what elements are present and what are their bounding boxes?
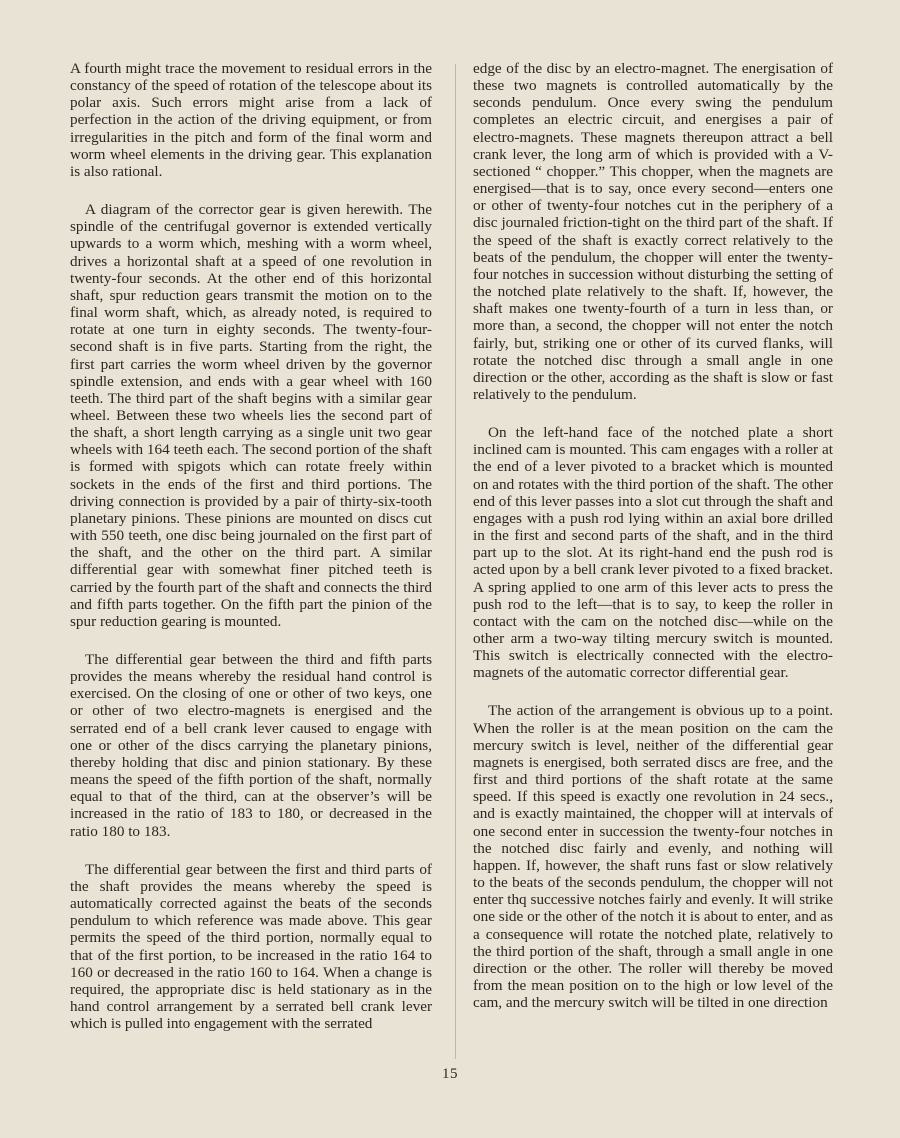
paragraph: A diagram of the corrector gear is given herewith. The spindle of the centrifugal governor is extended vertically upwards to a worm which, meshing with a worm wheel, drives a horizontal shaft at a speed of one revolution in twenty-four seconds. At the other end of this horizontal shaft, spur reduction gears transmit the motion on to the final worm shaft, which, as already noted, is required to rotate at one turn in eighty seconds. The twenty-four-second shaft is in five parts. Starting from the right, the first part carries the worm wheel driven by the governor spindle extension, and ends with a gear wheel with 160 teeth. The third part of the shaft begins with a similar gear wheel. Between these two wheels lies the second part of the shaft, a short length carrying as a single unit two gear wheels with 164 teeth each. The second portion of the shaft is formed with spigots which can rotate freely within sockets in the ends of the first and third portions. The driving connection is provided by a pair of thirty-six-tooth planetary pinions. These pinions are mounted on discs cut with 550 teeth, one disc being journaled on the first part of the shaft, and the other on the third part. A similar differential gear with somewhat finer pitched teeth is carried by the fourth part of the shaft and connects the third and fifth parts together. On the fifth part the pinion of the spur reduction gearing is mounted. [70,201,432,630]
column-divider [455,64,456,1059]
paragraph: The differential gear between the third and fifth parts provides the means whereby the residual hand control is exercised. On the closing of one or other of two keys, one or other of two electro-magnets is energised and the serrated end of a bell crank lever caused to engage with one or other of the discs carrying the planetary pinions, thereby holding that disc and pinion stationary. By these means the speed of the fifth portion of the shaft, normally equal to that of the third, can at the observer’s will be increased in the ratio of 183 to 180, or decreased in the ratio 180 to 183. [70,651,432,840]
paragraph: edge of the disc by an electro-magnet. The energisation of these two magnets is controlled automatically by the seconds pendulum. Once every swing the pendulum completes an electric circuit, and energises a pair of electro-magnets. These magnets thereupon attract a bell crank lever, the long arm of which is provided with a V-sectioned “ chopper.” This chopper, when the magnets are energised—that is to say, once every second—enters one or other of twenty-four notches cut in the periphery of a disc journaled friction-tight on the third part of the shaft. If the speed of the shaft is exactly correct relatively to the beats of the pendulum, the chopper will enter the twenty-four notches in succession without disturbing the setting of the notched plate relatively to the shaft. If, however, the shaft makes one twenty-fourth of a turn in less than, or more than, a second, the chopper will not enter the notch fairly, but, striking one or other of its curved flanks, will rotate the notched disc through a small angle in one direction or the other, according as the shaft is slow or fast relatively to the pendulum. [473,60,833,403]
page-number: 15 [442,1066,458,1082]
paragraph: On the left-hand face of the notched plate a short inclined cam is mounted. This cam engages with a roller at the end of a lever pivoted to a bracket which is mounted on and rotates with the third portion of the shaft. The other end of this lever passes into a slot cut through the shaft and engages with a push rod lying within an axial bore drilled in the first and second parts of the shaft, and in the third part up to the slot. At its right-hand end the push rod is acted upon by a bell crank lever pivoted to a fixed bracket. A spring applied to one arm of this lever acts to press the push rod to the left—that is to say, to keep the roller in contact with the cam on the notched disc—while on the other arm a two-way tilting mercury switch is mounted. This switch is electrically connected with the electro-magnets of the automatic corrector differential gear. [473,424,833,682]
paragraph: The action of the arrangement is obvious up to a point. When the roller is at the mean position on the cam the mercury switch is level, neither of the differential gear magnets is energised, both serrated discs are free, and the first and third portions of the shaft rotate at the same speed. If this speed is exactly one revolution in 24 secs., and is exactly maintained, the chopper will at intervals of one second enter in succession the twenty-four notches in the notched disc fairly and evenly, and nothing will happen. If, however, the shaft runs fast or slow relatively to the beats of the seconds pendulum, the chopper will not enter thq successive notches fairly and evenly. It will strike one side or the other of the notch it is about to enter, and as a consequence will rotate the notched plate, relatively to the third portion of the shaft, through a small angle in one direction or the other. The roller will thereby be moved from the mean position on to the high or low level of the cam, and the mercury switch will be tilted in one direction [473,702,833,1012]
right-text-column [473,60,833,1032]
left-text-column [70,60,432,1053]
paragraph: The differential gear between the first and third parts of the shaft provides the means whereby the speed is automatically corrected against the beats of the seconds pendulum to which reference was made above. This gear permits the speed of the third portion, normally equal to that of the first portion, to be increased in the ratio 164 to 160 or decreased in the ratio 160 to 164. When a change is required, the appropriate disc is held stationary as in the hand control arrangement by a serrated bell crank lever which is pulled into engagement with the serrated [70,860,432,1033]
paragraph: A fourth might trace the movement to residual errors in the constancy of the speed of rotation of the telescope about its polar axis. Such errors might arise from a lack of perfection in the action of the driving equipment, or from irregularities in the pitch and form of the final worm and worm wheel elements in the driving gear. This explanation is also rational. [70,60,432,180]
